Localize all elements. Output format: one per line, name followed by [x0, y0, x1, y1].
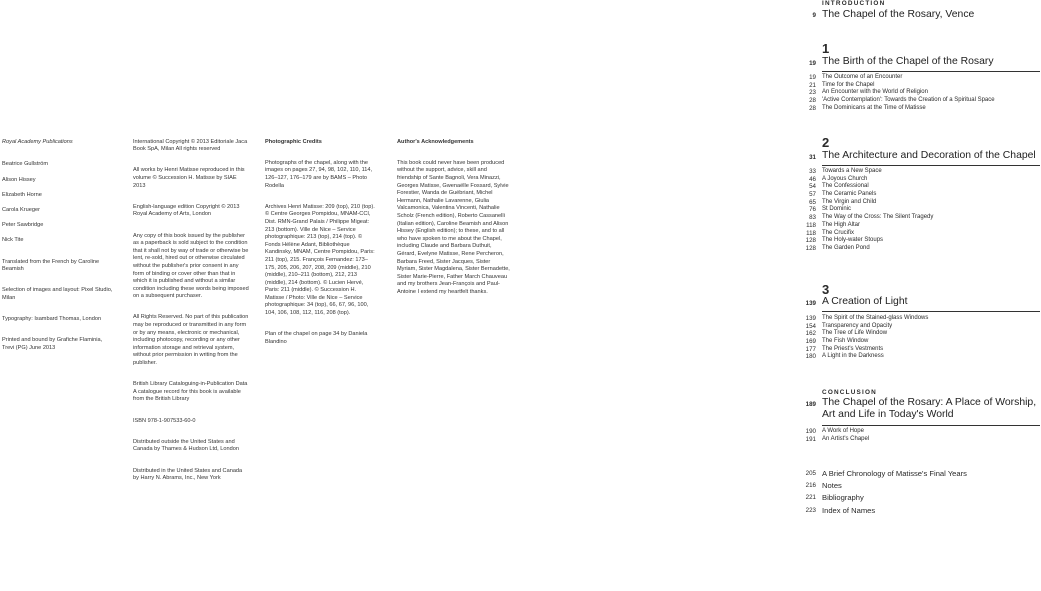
list-item	[790, 480, 1041, 492]
chapter-rule	[822, 311, 1040, 312]
toc-page-number: 57	[809, 191, 816, 199]
section-title: The Confessional	[822, 183, 869, 190]
toc-page-number: 19	[809, 74, 816, 81]
section-title: A Joyous Church	[822, 175, 868, 182]
back-matter-title: Index of Names	[822, 505, 876, 515]
chapter-sections	[790, 168, 1041, 253]
chapter-title: A Creation of Light	[822, 296, 908, 307]
toc-page-number: 76	[809, 206, 816, 214]
list-item	[790, 315, 1041, 323]
section-title: The Garden Pond	[822, 244, 870, 251]
section-title: The Holy-water Stoups	[822, 237, 884, 244]
toc-page-number: 19	[809, 60, 816, 67]
section-title: A Light in the Darkness	[822, 353, 884, 360]
toc-page-number: 128	[805, 244, 816, 252]
list-item	[790, 230, 1041, 238]
chapter-number: 3	[822, 282, 830, 297]
toc-page-number: 46	[809, 175, 816, 183]
publisher-label: Royal Academy Publications	[2, 138, 73, 145]
toc-page-number: 33	[809, 168, 816, 175]
translator-credit: Translated from the French by Caroline Beamish	[2, 258, 100, 273]
copyright-paragraph: Any copy of this book issued by the publisher as a paperback is sold subject to the condition that it shall not by way of trade or otherwise be lent, re-sold, hired out or otherwise circulated without the publisher's prior consent in any form of binding or cover other than that in which it is published and without a similar condition including these words being imposed on a subsequent purchaser.	[133, 232, 249, 300]
section-title: The Fish Window	[822, 338, 869, 345]
distribution-paragraph: Distributed in the United States and Canada by Harry N. Abrams, Inc., New York	[133, 467, 243, 482]
list-item	[790, 105, 1041, 113]
list-item	[790, 338, 1041, 346]
photo-credits-column	[265, 131, 375, 360]
staff-name: Alison Hissey	[2, 176, 36, 183]
toc-page-number: 83	[809, 214, 816, 222]
copyright-paragraph: International Copyright © 2013 Editoriale Jaca Book SpA, Milan All rights reserved	[133, 138, 248, 153]
copyright-paragraph: English-language edition Copyright © 2013 Royal Academy of Arts, London	[133, 203, 240, 218]
section-title: Time for the Chapel	[822, 81, 875, 88]
toc-page-number: 180	[805, 353, 816, 361]
list-item	[790, 97, 1041, 105]
list-item	[790, 353, 1041, 361]
colophon-column	[2, 131, 114, 366]
list-item	[790, 505, 1041, 517]
section-title: The Priest's Vestments	[822, 345, 884, 352]
back-matter-title: Bibliography	[822, 493, 864, 503]
staff-name: Carola Krueger	[2, 206, 40, 213]
section-title: An Artist's Chapel	[822, 435, 870, 442]
toc-page-number: 162	[805, 330, 816, 338]
back-matter-title: A Brief Chronology of Matisse's Final Years	[822, 469, 967, 478]
toc-page-number: 216	[805, 482, 816, 490]
list-item	[790, 191, 1041, 199]
chapter-rule	[822, 425, 1040, 426]
conclusion-sections	[790, 428, 1041, 443]
photo-credits-heading: Photographic Credits	[265, 138, 322, 145]
list-item	[790, 222, 1041, 230]
toc-back-matter	[790, 468, 1041, 517]
distribution-paragraph: Distributed outside the United States and Canada by Thames & Hudson Ltd, London	[133, 438, 239, 453]
toc-page-number: 191	[805, 435, 816, 443]
toc-page-number: 154	[805, 322, 816, 330]
list-item	[790, 237, 1041, 245]
introduction-title: The Chapel of the Rosary, Vence	[822, 9, 975, 20]
section-title: The Outcome of an Encounter	[822, 74, 903, 80]
isbn: ISBN 978-1-907533-60-0	[133, 417, 196, 424]
list-item	[790, 492, 1041, 504]
list-item	[790, 323, 1041, 331]
toc-page-number: 177	[805, 345, 816, 353]
list-item	[790, 199, 1041, 207]
toc-page-number: 31	[809, 154, 816, 161]
photo-credits-paragraph: Photographs of the chapel, along with the images on pages 27, 94, 98, 102, 110, 114, 126–127, 176–179 are by BAMS – Photo Rodella	[265, 159, 373, 189]
list-item	[790, 89, 1041, 97]
chapter-number: 1	[822, 41, 830, 56]
list-item	[790, 428, 1041, 436]
section-title: St Dominic	[822, 206, 852, 213]
list-item	[790, 346, 1041, 354]
list-item	[790, 176, 1041, 184]
chapter-title: The Architecture and Decoration of the Chapel	[822, 150, 1036, 161]
toc-page-number: 223	[805, 506, 816, 514]
list-item	[790, 168, 1041, 176]
chapter-rule	[822, 71, 1040, 72]
copyright-column	[133, 131, 249, 496]
printer-credit: Printed and bound by Grafiche Flaminia, Trevi (PG) June 2013	[2, 337, 103, 351]
staff-name: Elizabeth Horne	[2, 191, 42, 198]
section-title: The Dominicans at the Time of Matisse	[822, 104, 926, 111]
back-matter-title: Notes	[822, 481, 842, 491]
section-title: The Spirit of the Stained-glass Windows	[822, 315, 929, 321]
photo-credits-paragraph: Archives Henri Matisse: 209 (top), 210 (top). © Centre Georges Pompidou, MNAM-CCI, Dist. RMN-Grand Palais / Philippe Migeat: 213 (bottom). Ville de Nice – Service photographique: 213 (top), 214 (top). © Fonds Hélène Adant, Bibliothèque Kandinsky, MNAM, Centre Pompidou, Paris: 211 (top), 215. François Fernandez: 173–175, 205, 206, 207, 208, 209 (middle), 210 (middle), 210–211 (bottom), 212, 213 (middle), 214 (bottom). © Lucien Hervé, Paris: 211 (middle). © Succession H. Matisse / Photo: Ville de Nice – Service photographique: 34 (top), 66, 67, 96, 100, 104, 106, 108, 112, 116, 208 (top).	[265, 203, 375, 317]
list-item	[790, 436, 1041, 444]
section-title: A Work of Hope	[822, 428, 864, 434]
chapter-sections	[790, 315, 1041, 361]
list-item	[790, 82, 1041, 90]
toc-page-number: 128	[805, 237, 816, 245]
toc-page-number: 139	[805, 315, 816, 322]
section-title: The High Altar	[822, 221, 861, 228]
chapter-sections	[790, 74, 1041, 112]
staff-list	[2, 154, 114, 245]
toc-page-number: 118	[806, 221, 816, 229]
toc-page-number: 28	[809, 97, 816, 105]
toc-page-number: 28	[809, 104, 816, 112]
section-title: The Ceramic Panels	[822, 191, 877, 198]
typography-credit: Typography: Isambard Thomas, London	[2, 316, 102, 323]
section-title: Transparency and Opacity	[822, 322, 893, 329]
toc-page-number: 54	[809, 183, 816, 191]
toc-page-number: 189	[805, 401, 816, 408]
conclusion-kicker: CONCLUSION	[822, 389, 877, 396]
list-item	[790, 245, 1041, 253]
staff-name: Nick Tite	[2, 237, 24, 244]
list-item	[790, 214, 1041, 222]
staff-name: Peter Sawbridge	[2, 222, 44, 229]
copyright-paragraph: All works by Henri Matisse reproduced in this volume © Succession H. Matisse by SIAE 2013	[133, 167, 245, 189]
section-title: The Virgin and Child	[822, 198, 877, 205]
introduction-kicker: INTRODUCTION	[822, 0, 886, 7]
list-item	[790, 468, 1041, 480]
acknowledgements-heading: Author's Acknowledgements	[397, 138, 474, 145]
images-credit: Selection of images and layout: Pixel Studio, Milan	[2, 287, 113, 301]
copyright-paragraph: All Rights Reserved. No part of this publication may be reproduced or transmitted in any form or by any means, electronic or mechanical, including photocopy, recording or any other information storage and retrieval system, without prior permission in writing from the publisher.	[133, 314, 249, 367]
copyright-paragraph: British Library Cataloguing-in-Publication Data A catalogue record for this book is available from the British Library	[133, 381, 248, 403]
section-title: 'Active Contemplation': Towards the Creation of a Spiritual Space	[822, 97, 995, 104]
toc-page-number: 205	[805, 470, 816, 477]
photo-credits-paragraph: Plan of the chapel on page 34 by Daniela Blandino	[265, 331, 368, 345]
toc-page-number: 190	[805, 428, 816, 435]
list-item	[790, 74, 1041, 82]
chapter-number: 2	[822, 135, 830, 150]
toc-page-number: 65	[809, 198, 816, 206]
list-item	[790, 183, 1041, 191]
conclusion-title: The Chapel of the Rosary: A Place of Worship, Art and Life in Today's World	[822, 397, 1037, 420]
section-title: The Tree of Life Window	[822, 330, 888, 337]
staff-name: Beatrice Gullström	[2, 161, 49, 168]
acknowledgements-text: This book could never have been produced without the support, advice, skill and friendship of Sante Bagnoli, Vera Minazzi, Georges Matisse, Gwenaëlle Fossard, Sylvie Forestier, Wanda de Guébriant, Michel Hermann, Nathalie Lavarenne, Giulia Valcamonica, Valentina Vincenti, Nathalie Scholz (French edition), Roberto Cassanelli (Italian edition), Caroline Beamish and Alison Hissey (English edition); to these, and to all who have spoken to me about the Chapel, including Claude and Barbara Duthuit, Gérard, Evelyne Matisse, Rene Percheron, Barbara Freed, Sister Jacques, Sister Myriam, Sister Magdalena, Sister Bernadette, Sister Marie-Pierre, Father March Chauveau and my brothers Jean-François and Paul-Antoine I extend my heartfelt thanks.	[397, 159, 510, 295]
toc-page-number: 118	[806, 229, 816, 237]
chapter-rule	[822, 165, 1040, 166]
section-title: The Crucifix	[822, 229, 855, 236]
section-title: An Encounter with the World of Religion	[822, 89, 928, 96]
toc-page-number: 221	[805, 494, 816, 502]
toc-page-number: 21	[809, 81, 816, 89]
acknowledgements-column	[397, 131, 511, 310]
list-item	[790, 206, 1041, 214]
toc-page-number: 139	[805, 300, 816, 307]
section-title: Towards a New Space	[822, 168, 882, 174]
chapter-title: The Birth of the Chapel of the Rosary	[822, 56, 994, 67]
toc-page-number: 9	[812, 12, 816, 19]
toc-page-number: 169	[805, 338, 816, 346]
toc-page-number: 23	[809, 89, 816, 97]
list-item	[790, 330, 1041, 338]
section-title: The Way of the Cross: The Silent Tragedy	[822, 214, 934, 221]
